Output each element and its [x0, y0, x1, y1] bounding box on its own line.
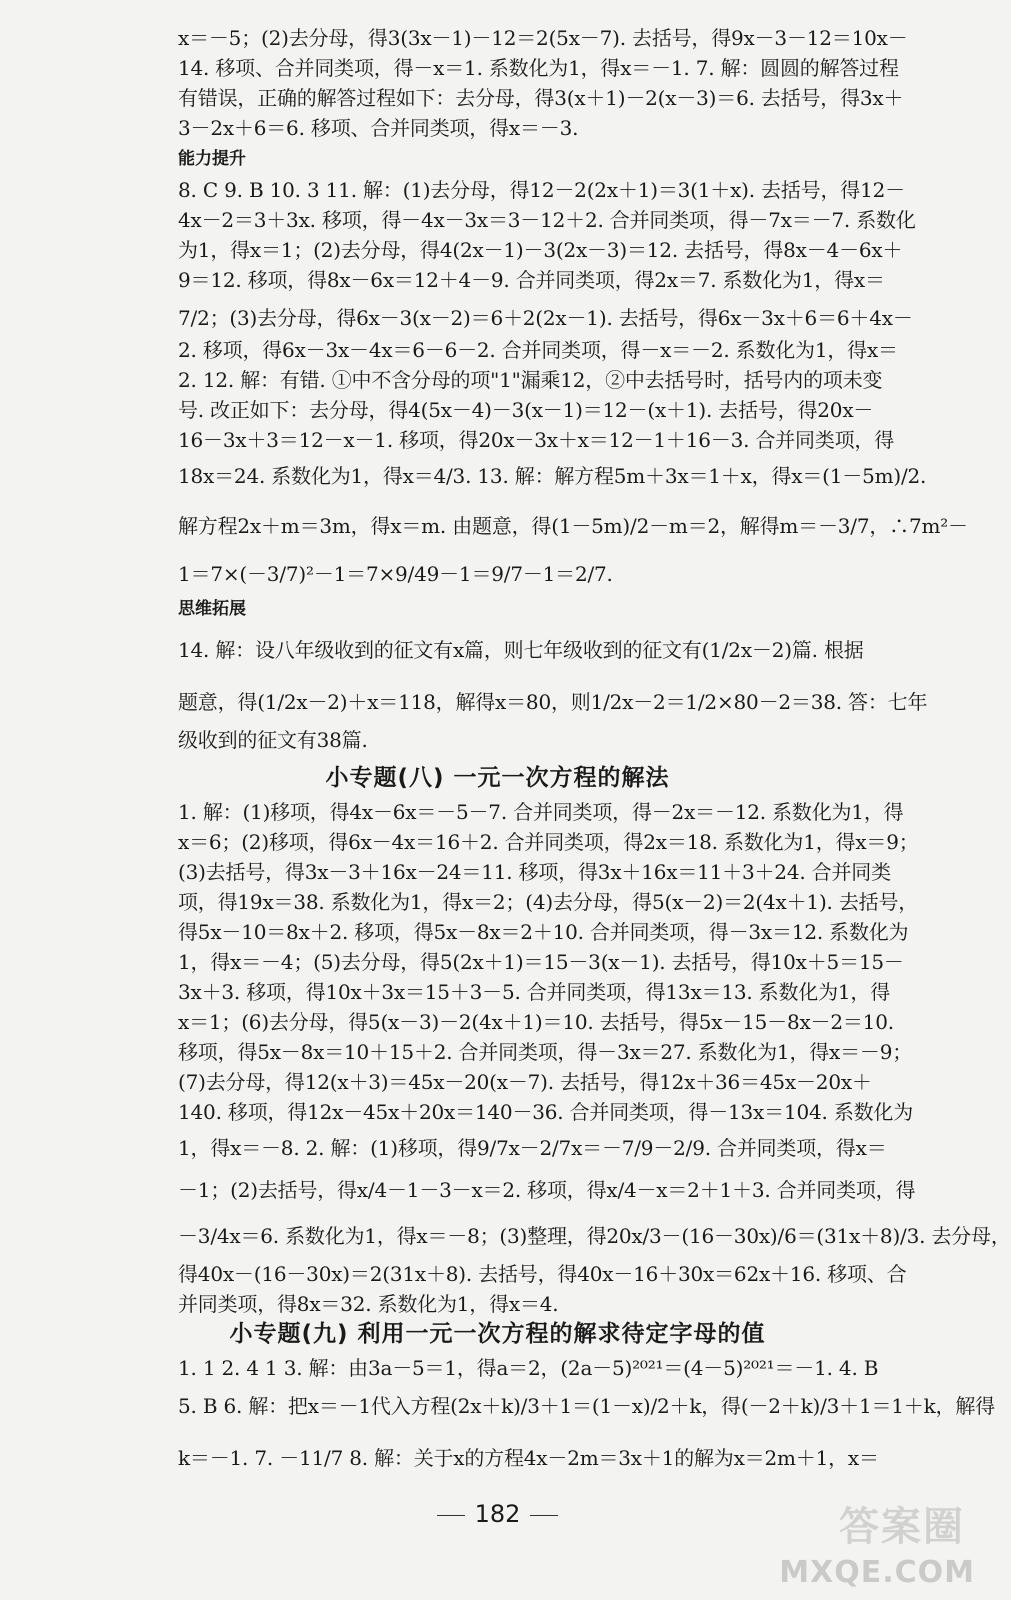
text-line: 1，得x＝－8. 2. 解：(1)移项，得9/7x－2/7x＝－7/9－2/9. 合并同类项，得x＝	[178, 1136, 887, 1160]
text-line: x＝1；(6)去分母，得5(x－3)－2(4x＋1)＝10. 去括号，得5x－15－8x－2＝10.	[178, 1010, 894, 1034]
dash-right	[530, 1515, 558, 1516]
text-line: －1；(2)去括号，得x/4－1－3－x＝2. 移项，得x/4－x＝2＋1＋3. 合并同类项，得	[178, 1178, 916, 1202]
text-line: 9＝12. 移项，得8x－6x＝12＋4－9. 合并同类项，得2x＝7. 系数化为1，得x＝	[178, 268, 885, 292]
text-line: 得40x－(16－30x)＝2(31x＋8). 去括号，得40x－16＋30x＝62x＋16. 移项、合	[178, 1262, 907, 1286]
text-line: 1＝7×(－3/7)²－1＝7×9/49－1＝9/7－1＝2/7.	[178, 562, 613, 586]
text-line: 项，得19x＝38. 系数化为1，得x＝2；(4)去分母，得5(x－2)＝2(4x＋1). 去括号，	[178, 890, 919, 914]
section-title-9: 小专题(九) 利用一元一次方程的解求待定字母的值	[229, 1321, 766, 1347]
heading-ability: 能力提升	[178, 149, 246, 169]
text-line: 2. 12. 解：有错. ①中不含分母的项"1"漏乘12，②中去括号时，括号内的项未变	[178, 368, 883, 392]
text-line: 3－2x＋6＝6. 移项、合并同类项，得x＝－3.	[178, 116, 579, 140]
page-number-text: 182	[474, 1500, 521, 1528]
text-line: 2. 移项，得6x－3x－4x＝6－6－2. 合并同类项，得－x＝－2. 系数化为1，得x＝	[178, 338, 898, 362]
text-line: 14. 解：设八年级收到的征文有x篇，则七年级收到的征文有(1/2x－2)篇. 根据	[178, 638, 864, 662]
text-line: (3)去括号，得3x－3＋16x－24＝11. 移项，得3x＋16x＝11＋3＋24. 合并同类	[178, 860, 891, 884]
text-line: 18x＝24. 系数化为1，得x＝4/3. 13. 解：解方程5m＋3x＝1＋x，得x＝(1－5m)/2.	[178, 464, 927, 488]
text-line: x＝6；(2)移项，得6x－4x＝16＋2. 合并同类项，得2x＝18. 系数化为1，得x＝9；	[178, 830, 919, 854]
text-line: 1. 解：(1)移项，得4x－6x＝－5－7. 合并同类项，得－2x＝－12. 系数化为1，得	[178, 800, 904, 824]
text-line: 得5x－10＝8x＋2. 移项，得5x－8x＝2＋10. 合并同类项，得－3x＝12. 系数化为	[178, 920, 909, 944]
text-line: 1，得x＝－4；(5)去分母，得5(2x＋1)＝15－3(x－1). 去括号，得10x＋5＝15－	[178, 950, 904, 974]
heading-thinking: 思维拓展	[178, 599, 246, 619]
text-line: －3/4x＝6. 系数化为1，得x＝－8；(3)整理，得20x/3－(16－30x)/6＝(31x＋8)/3. 去分母，	[178, 1224, 1011, 1248]
text-line: 级收到的征文有38篇.	[178, 728, 368, 752]
text-line: (7)去分母，得12(x＋3)＝45x－20(x－7). 去括号，得12x＋36＝45x－20x＋	[178, 1070, 872, 1094]
text-line: 号. 改正如下：去分母，得4(5x－4)－3(x－1)＝12－(x＋1). 去括号，得20x－	[178, 398, 874, 422]
watermark	[755, 1490, 975, 1590]
text-line: 5. B 6. 解：把x＝－1代入方程(2x＋k)/3＋1＝(1－x)/2＋k，得(－2＋k)/3＋1＝1＋k，解得	[178, 1394, 995, 1418]
text-line: 题意，得(1/2x－2)＋x＝118，解得x＝80，则1/2x－2＝1/2×80－2＝38. 答：七年	[178, 690, 928, 714]
text-line: 并同类项，得8x＝32. 系数化为1，得x＝4.	[178, 1292, 559, 1316]
text-line: 4x－2＝3＋3x. 移项，得－4x－3x＝3－12＋2. 合并同类项，得－7x＝－7. 系数化	[178, 208, 916, 232]
text-line: x＝－5；(2)去分母，得3(3x－1)－12＝2(5x－7). 去括号，得9x－3－12＝10x－	[178, 26, 908, 50]
text-line: 解方程2x＋m＝3m，得x＝m. 由题意，得(1－5m)/2－m＝2，解得m＝－3/7，∴7m²－	[178, 514, 968, 538]
dash-left	[437, 1515, 465, 1516]
text-line: 14. 移项、合并同类项，得－x＝1. 系数化为1，得x＝－1. 7. 解：圆圆的解答过程	[178, 56, 899, 80]
text-line: 有错误，正确的解答过程如下：去分母，得3(x＋1)－2(x－3)＝6. 去括号，得3x＋	[178, 86, 904, 110]
section-title-8: 小专题(八) 一元一次方程的解法	[325, 765, 670, 791]
text-line: 140. 移项，得12x－45x＋20x＝140－36. 合并同类项，得－13x＝104. 系数化为	[178, 1100, 914, 1124]
text-line: 为1，得x＝1；(2)去分母，得4(2x－1)－3(2x－3)＝12. 去括号，得8x－4－6x＋	[178, 238, 903, 262]
watermark-logo: 答案圈	[839, 1504, 965, 1550]
text-line: 1. 1 2. 4 1 3. 解：由3a－5＝1，得a＝2，(2a－5)²⁰²¹＝(4－5)²⁰²¹＝－1. 4. B	[178, 1356, 879, 1380]
text-line: 7/2；(3)去分母，得6x－3(x－2)＝6＋2(2x－1). 去括号，得6x－3x＋6＝6＋4x－	[178, 306, 913, 330]
watermark-site: MXQE.COM	[779, 1555, 975, 1590]
text-line: 移项，得5x－8x＝10＋15＋2. 合并同类项，得－3x＝27. 系数化为1，得x＝－9；	[178, 1040, 913, 1064]
text-line: 16－3x＋3＝12－x－1. 移项，得20x－3x＋x＝12－1＋16－3. 合并同类项，得	[178, 428, 895, 452]
text-line: 3x＋3. 移项，得10x＋3x＝15＋3－5. 合并同类项，得13x＝13. 系数化为1，得	[178, 980, 891, 1004]
text-line: 8. C 9. B 10. 3 11. 解：(1)去分母，得12－2(2x＋1)＝3(1＋x). 去括号，得12－	[178, 178, 905, 202]
text-line: k＝－1. 7. －11/7 8. 解：关于x的方程4x－2m＝3x＋1的解为x＝2m＋1，x＝	[178, 1446, 879, 1470]
